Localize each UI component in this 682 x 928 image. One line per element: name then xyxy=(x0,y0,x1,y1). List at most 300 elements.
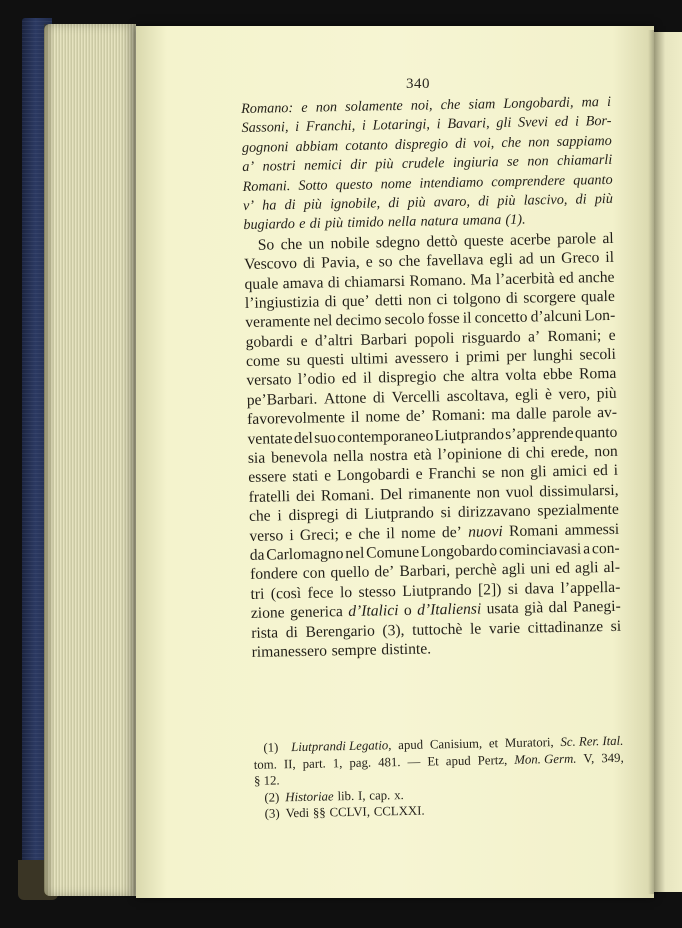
word: Sassoni, xyxy=(241,119,289,137)
word: tri xyxy=(250,585,265,603)
word: i xyxy=(295,119,300,136)
word: di xyxy=(388,194,400,212)
word: ed xyxy=(592,462,608,480)
word: non xyxy=(528,133,550,151)
word: non xyxy=(315,99,338,116)
word: le xyxy=(469,620,482,638)
word: zione xyxy=(250,604,285,623)
word: Franchi xyxy=(428,464,477,483)
word: Romano. xyxy=(409,271,467,290)
word: se xyxy=(506,153,520,171)
word: dispregio xyxy=(394,135,449,153)
word: di xyxy=(507,444,521,462)
word: e xyxy=(298,216,306,233)
word: di xyxy=(284,196,296,214)
word: l’ingiustizia xyxy=(244,293,320,312)
word: 349, xyxy=(601,750,624,766)
word: il xyxy=(386,524,396,542)
word: Sc. Rer. Ital. xyxy=(560,734,624,750)
word: cittadinanze xyxy=(527,617,604,637)
word: il xyxy=(350,409,360,427)
word: e xyxy=(415,466,423,484)
word: sia xyxy=(247,449,266,467)
word: suo xyxy=(314,428,337,447)
word: de’ xyxy=(441,523,463,541)
word: varie xyxy=(488,619,521,637)
word: apud xyxy=(398,737,424,753)
word: chiamarsi xyxy=(344,272,406,291)
word: stesso xyxy=(358,582,396,601)
word: benevola xyxy=(270,448,328,467)
word: Historiae xyxy=(285,789,334,805)
word: Liutprando xyxy=(364,504,435,523)
word: CCLVI, xyxy=(329,804,371,820)
word: più xyxy=(324,215,344,232)
word: del xyxy=(293,429,314,447)
word: Romani xyxy=(508,521,559,540)
word: per xyxy=(506,347,527,366)
word: il xyxy=(462,309,472,328)
word: più xyxy=(594,190,614,208)
word: più xyxy=(303,196,323,213)
word: Sotto xyxy=(298,176,328,194)
word: dispregi xyxy=(288,506,340,525)
word: si xyxy=(440,504,452,522)
word: di xyxy=(309,215,321,233)
word: Greco xyxy=(561,249,600,268)
word: ed xyxy=(341,370,357,388)
word: d’altri xyxy=(314,331,354,350)
word: più xyxy=(375,156,394,173)
word: nel xyxy=(345,544,365,563)
word: siam xyxy=(468,96,496,113)
word: Vescovo xyxy=(243,255,298,274)
word: di xyxy=(575,191,587,208)
word: veramente xyxy=(245,313,311,332)
word: gli xyxy=(530,463,547,481)
word: di xyxy=(345,506,358,524)
word: Del xyxy=(379,485,403,504)
word: Lon- xyxy=(584,307,616,325)
word: con- xyxy=(591,539,620,558)
word: ultimi xyxy=(350,350,389,369)
word: V, xyxy=(583,751,595,766)
word: ed xyxy=(554,114,569,131)
word: ascoltava, xyxy=(446,386,509,405)
word: lo xyxy=(339,583,353,601)
word: su xyxy=(286,351,301,370)
word: non xyxy=(500,464,525,482)
word: ci xyxy=(436,290,448,309)
word: Pavia, xyxy=(321,253,360,272)
word: già xyxy=(523,599,544,617)
word: altra xyxy=(470,367,499,386)
word: i xyxy=(454,348,460,367)
word: ebbe xyxy=(542,366,573,384)
word: gognoni xyxy=(241,138,289,156)
word: favorevolmente xyxy=(246,409,346,429)
word: ventate xyxy=(247,429,293,448)
word: Comune xyxy=(366,543,420,562)
word: Franchi, xyxy=(305,118,356,136)
word: che xyxy=(440,96,461,114)
word: I, xyxy=(357,788,366,803)
word: l’odio xyxy=(297,370,336,389)
word: distinte. xyxy=(381,640,432,659)
word: con xyxy=(302,564,326,583)
word: amici xyxy=(552,462,588,481)
word: di xyxy=(372,389,386,407)
word: v’ xyxy=(242,197,255,214)
word: non xyxy=(407,291,432,309)
word: primi xyxy=(465,348,500,366)
word: di xyxy=(455,135,467,152)
word: Lotaringi, xyxy=(372,116,431,134)
word: dalle xyxy=(515,405,547,424)
word: gli xyxy=(496,115,512,132)
word: Ma xyxy=(470,270,492,289)
word: volta xyxy=(505,366,537,385)
word: a xyxy=(582,540,591,558)
word: dirizzavano xyxy=(457,502,531,522)
word: chi xyxy=(525,444,545,462)
word: so xyxy=(378,253,393,271)
word: egli xyxy=(489,250,513,269)
word: II, xyxy=(283,756,296,772)
word: nel xyxy=(313,312,333,330)
word: solamente xyxy=(345,97,403,115)
word: nostra xyxy=(369,446,408,465)
word: apud xyxy=(445,753,471,769)
word: nobile xyxy=(330,234,370,253)
word: nostri xyxy=(262,158,296,175)
word: nella xyxy=(387,214,417,231)
word: vero, xyxy=(558,385,591,403)
page-number: 340 xyxy=(406,76,430,92)
word: di xyxy=(477,193,490,210)
word: timido xyxy=(347,214,384,232)
word: che xyxy=(501,134,522,151)
word: s’apprende xyxy=(505,424,574,443)
word: rimanente xyxy=(408,484,471,503)
word: un xyxy=(539,250,556,268)
word: e xyxy=(344,525,353,543)
word: voi, xyxy=(473,134,495,152)
word: 481. xyxy=(378,754,401,770)
word: dal xyxy=(548,598,568,617)
word: rimanessero xyxy=(251,642,328,661)
word: Mon. Germ. xyxy=(514,751,577,767)
word: et xyxy=(488,736,499,751)
word: non xyxy=(527,153,549,170)
word: di xyxy=(324,293,337,311)
word: cominciavasi xyxy=(498,540,582,560)
word: d’Italiensi xyxy=(416,600,482,619)
word: sempre xyxy=(331,641,377,660)
word: que’ xyxy=(341,292,370,311)
word: nome xyxy=(365,408,401,426)
word: Vedi xyxy=(285,806,310,821)
word: erede, xyxy=(550,443,589,462)
word: gobardi xyxy=(245,332,294,351)
word: lunghi xyxy=(532,346,574,365)
word: fratelli xyxy=(248,487,291,506)
word: agli xyxy=(501,561,526,579)
word: a’ xyxy=(242,158,255,176)
word: crudele xyxy=(401,155,445,173)
word: questi xyxy=(306,351,345,369)
word: essere xyxy=(248,468,287,487)
word: quale xyxy=(244,274,279,293)
word: acerbe xyxy=(509,230,551,249)
word: non xyxy=(594,442,618,461)
word: anche xyxy=(577,268,615,287)
word: e xyxy=(300,332,308,350)
word: i xyxy=(613,462,619,480)
word: de’ xyxy=(405,407,426,426)
footnotes xyxy=(253,733,625,823)
word: Liutprando xyxy=(402,581,472,600)
word: nella xyxy=(333,447,364,466)
word: vuol xyxy=(505,483,534,501)
word: Roma xyxy=(578,365,617,384)
word: pe’Barbari. xyxy=(246,390,318,409)
body-paragraph xyxy=(244,229,622,663)
word: quanto xyxy=(574,423,618,442)
word: spezialmente xyxy=(537,501,620,520)
word: è xyxy=(544,385,553,404)
word: risguardo xyxy=(461,328,521,347)
word: intendiamo xyxy=(419,173,484,192)
word: [2]) xyxy=(477,580,502,599)
word: comprendere xyxy=(491,172,566,190)
word: agli xyxy=(574,559,599,578)
word: fece xyxy=(307,584,334,602)
word: sdegno xyxy=(375,233,421,252)
word: lib. xyxy=(337,788,355,804)
word: al xyxy=(602,229,614,247)
word: Muratori, xyxy=(504,735,554,751)
word: detti xyxy=(374,291,403,310)
word: se xyxy=(481,464,496,482)
word: Romani. xyxy=(242,177,291,195)
word: ammessi xyxy=(564,520,620,539)
word: che xyxy=(358,525,381,543)
word: avessero xyxy=(394,349,449,368)
word: il xyxy=(605,248,615,267)
word: più xyxy=(497,192,516,210)
word: tuttochè xyxy=(411,620,463,639)
word: Romani. xyxy=(320,486,375,505)
word: Liutprandi Legatio, xyxy=(291,738,392,755)
word: popoli xyxy=(414,329,455,348)
word: versato xyxy=(246,371,292,390)
word: Et xyxy=(427,754,439,769)
word: o xyxy=(403,601,412,620)
word: Svevi xyxy=(517,114,549,132)
word: de’ xyxy=(374,563,395,581)
word: quale xyxy=(580,287,615,306)
footnote-number: (2) xyxy=(264,790,280,805)
word: av- xyxy=(596,404,618,422)
word: Romano: xyxy=(241,100,294,117)
word: cotanto xyxy=(345,136,388,154)
word: nome xyxy=(400,523,436,542)
word: perchè xyxy=(455,561,497,580)
word: x. xyxy=(393,787,404,803)
word: dir xyxy=(350,156,368,174)
word: (così xyxy=(270,584,302,603)
word: Canisium, xyxy=(429,736,483,752)
word: d’Italici xyxy=(348,602,399,621)
word: generica xyxy=(289,603,344,622)
word: chiamarli xyxy=(556,152,613,170)
word: Carlomagno xyxy=(266,545,344,564)
footnote-number: (3) xyxy=(264,806,280,822)
word: questo xyxy=(335,176,373,193)
word: nome xyxy=(380,175,412,192)
opposite-page-edge xyxy=(654,32,682,892)
word: queste xyxy=(463,231,504,250)
word: decimo xyxy=(335,311,382,330)
word: §§ xyxy=(312,805,326,821)
word: che xyxy=(442,368,465,386)
word: dava xyxy=(524,579,555,598)
word: l’acerbità xyxy=(495,269,555,288)
word: (1). xyxy=(505,211,526,229)
word: amava xyxy=(282,273,324,292)
word: natura xyxy=(420,213,459,230)
word: ma xyxy=(581,94,600,111)
word: sappiamo xyxy=(556,132,612,150)
word: il xyxy=(362,370,372,388)
word: quanto xyxy=(573,171,613,189)
word: Barbari xyxy=(360,330,408,349)
word: più xyxy=(407,194,426,211)
word: dettò xyxy=(426,232,458,251)
word: concetto xyxy=(474,308,528,327)
word: — xyxy=(407,754,421,769)
word: lascivo, xyxy=(523,191,568,209)
word: secoli xyxy=(579,345,617,364)
word: secolo xyxy=(384,310,425,329)
page-edges xyxy=(44,24,136,896)
word: i xyxy=(436,116,441,133)
word: contemporaneo xyxy=(337,427,434,446)
word: fosse xyxy=(427,310,460,328)
word: di xyxy=(285,623,299,641)
word: Attone xyxy=(323,389,367,408)
word: nemici xyxy=(303,157,343,174)
word: che xyxy=(248,507,271,526)
word: ed xyxy=(558,269,574,287)
word: umana xyxy=(462,212,502,230)
word: dispregio xyxy=(378,368,437,387)
word: Romani: xyxy=(431,406,486,425)
word: e xyxy=(608,326,616,344)
word: a’ xyxy=(527,327,541,346)
word: parole xyxy=(552,404,592,423)
word: avaro, xyxy=(433,193,471,211)
word: parole xyxy=(556,229,597,248)
word: i xyxy=(606,93,612,110)
word: abbiam xyxy=(295,137,339,155)
word: Berengario xyxy=(305,622,375,641)
word: fondere xyxy=(249,565,298,584)
word: Pertz, xyxy=(477,752,508,768)
word: egli xyxy=(514,386,539,404)
word: e xyxy=(323,467,332,485)
word: di xyxy=(302,254,316,272)
word: si xyxy=(507,580,519,598)
word: da xyxy=(249,546,265,564)
word: di xyxy=(327,273,341,291)
word: 1, xyxy=(332,756,343,771)
word: si xyxy=(610,617,622,635)
word: ed xyxy=(555,560,571,578)
word: favellava xyxy=(426,251,484,270)
word: non xyxy=(476,483,501,502)
word: Panegi- xyxy=(572,597,621,616)
word: Longobardi, xyxy=(503,94,574,112)
word: verso xyxy=(249,526,284,545)
word: e xyxy=(301,99,308,116)
word: ignobile, xyxy=(329,195,381,213)
word: dissimularsi, xyxy=(539,481,619,501)
word: l’opinione xyxy=(437,445,502,464)
word: che xyxy=(280,235,303,253)
word: i xyxy=(361,117,367,135)
word: Bavari, xyxy=(447,115,490,133)
word: i xyxy=(277,507,282,525)
word: noi, xyxy=(410,97,433,114)
word: tom. xyxy=(253,757,278,772)
word: rista xyxy=(251,623,279,642)
word: Bor- xyxy=(585,113,612,130)
quote-block xyxy=(241,93,614,236)
word: scorgere xyxy=(523,288,576,307)
word: part. xyxy=(302,756,326,771)
word: Romani; xyxy=(547,326,602,345)
word: stati xyxy=(292,468,319,486)
word: ha xyxy=(262,197,277,214)
word: quello xyxy=(330,563,370,582)
word: Liutprando xyxy=(434,425,505,444)
word: Longobardi xyxy=(336,466,410,485)
word: nuovi xyxy=(467,522,503,541)
word: Barbari, xyxy=(399,562,451,581)
word: che xyxy=(398,252,421,271)
word: pag. xyxy=(349,755,372,770)
word: Vercelli xyxy=(391,388,441,407)
word: So xyxy=(257,236,275,254)
word: ma xyxy=(491,406,511,424)
word: l’appella- xyxy=(560,578,621,597)
word: § 12. xyxy=(253,773,280,789)
word: ad xyxy=(518,250,534,268)
word: CCLXXI. xyxy=(373,803,425,819)
word: cap. xyxy=(369,788,391,803)
word: i xyxy=(289,526,294,544)
word: Longobardo xyxy=(420,542,498,561)
word: bugiardo xyxy=(243,216,296,234)
page-text xyxy=(241,93,625,823)
word: come xyxy=(245,352,280,371)
word: i xyxy=(574,113,580,130)
word: di xyxy=(505,289,519,307)
word: un xyxy=(308,235,325,253)
word: età xyxy=(413,446,432,464)
